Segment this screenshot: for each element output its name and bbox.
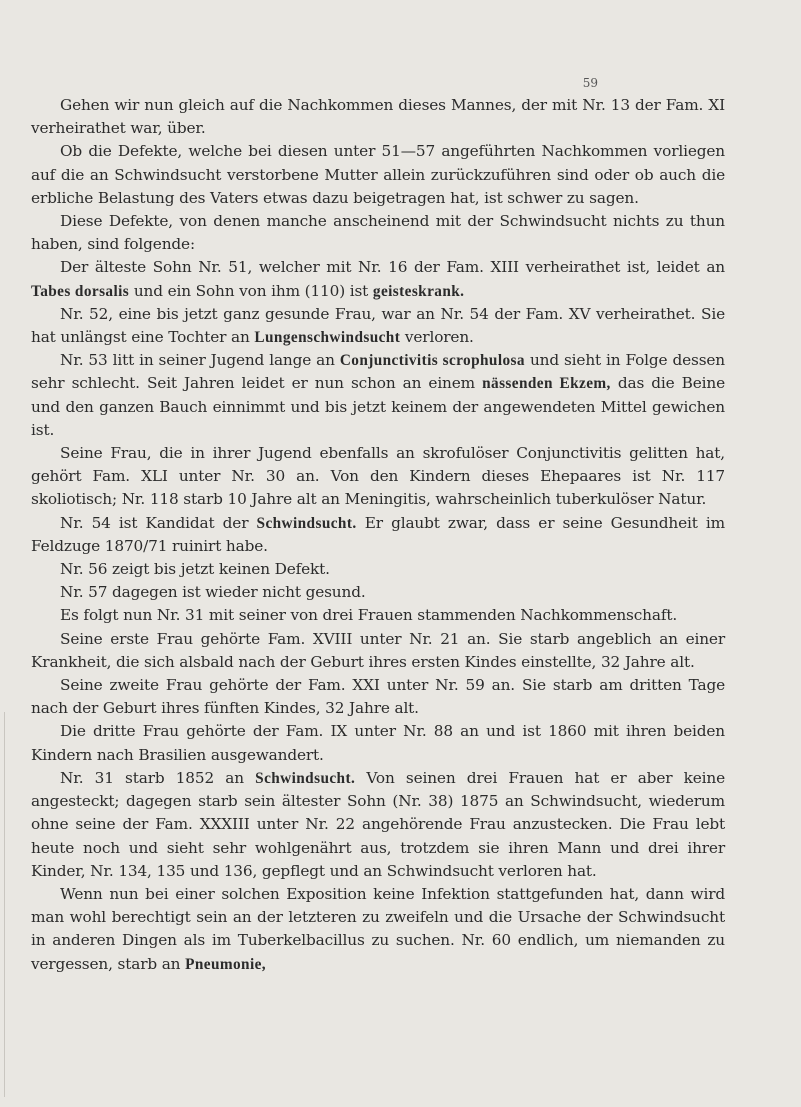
- emphasis-text: Pneumonie,: [185, 955, 267, 973]
- text-run: Seine zweite Frau gehörte der Fam. XXI unter Nr. 59 an. Sie starb am dritten Tage nach der Geburt ihres fünften Kindes, 32 Jahre alt.: [31, 676, 725, 718]
- text-run: Der älteste Sohn Nr. 51, welcher mit Nr. 16 der Fam. XIII verheirathet ist, leidet an: [60, 258, 725, 277]
- text-run: Er glaubt zwar, dass er seine Gesundheit im Feldzuge 1870/71 ruinirt habe.: [31, 513, 725, 555]
- paragraph: [31, 883, 725, 976]
- text-run: Es folgt nun Nr. 31 mit seiner von drei Frauen stammenden Nachkommenschaft.: [60, 606, 678, 625]
- text-run: Nr. 31 starb 1852 an: [60, 768, 256, 787]
- page-number: 59: [582, 76, 598, 90]
- paragraph: [31, 94, 725, 140]
- text-run: Von seinen drei Frauen hat er aber keine angesteckt; dagegen starb sein ältester Sohn (Nr. 38) 1875 an Schwindsucht, wiederum ohne seine der Fam. XXXIII unter Nr. 22 angehörende Frau anzustecken. Die Frau lebt heute noch und sieht sehr wohlgenährt aus, trotzdem sie ihren Mann und drei ihrer Kinder, Nr. 134, 135 und 136, gepflegt und an Schwindsucht verloren hat.: [31, 768, 725, 880]
- paragraph: [31, 674, 725, 720]
- body-text: [31, 94, 725, 976]
- paragraph: [31, 581, 725, 604]
- text-run: das die Beine und den ganzen Bauch einnimmt und bis jetzt keinem der angewendeten Mittel gewichen ist.: [31, 374, 726, 439]
- emphasis-text: Schwindsucht.: [256, 514, 357, 532]
- text-run: Gehen wir nun gleich auf die Nachkommen dieses Mannes, der mit Nr. 13 der Fam. XI verheirathet war, über.: [31, 96, 725, 138]
- text-run: Seine Frau, die in ihrer Jugend ebenfalls an skrofulöser Conjunctivitis gelitten hat, gehört Fam. XLI unter Nr. 30 an. Von den Kindern dieses Ehepaares ist Nr. 117 skoliotisch; Nr. 118 starb 10 Jahre alt an Meningitis, wahrscheinlich tuberkulöser Natur.: [31, 444, 725, 509]
- text-run: Nr. 56 zeigt bis jetzt keinen Defekt.: [60, 560, 330, 579]
- paragraph: [31, 140, 725, 210]
- paragraph: [31, 720, 725, 766]
- paragraph: [31, 442, 725, 512]
- paragraph: [31, 349, 725, 442]
- paragraph: [31, 604, 725, 627]
- text-run: Nr. 52, eine bis jetzt ganz gesunde Frau, war an Nr. 54 der Fam. XV verheirathet. Sie hat unlängst eine Tochter an: [31, 304, 725, 347]
- paragraph: [31, 767, 725, 883]
- paragraph: [31, 628, 725, 674]
- emphasis-text: Conjunctivitis scrophulosa: [339, 352, 525, 370]
- text-run: verloren.: [400, 328, 474, 347]
- emphasis-text: geisteskrank.: [372, 282, 465, 300]
- emphasis-text: Tabes dorsalis: [31, 282, 130, 300]
- text-run: Nr. 53 litt in seiner Jugend lange an: [60, 351, 340, 370]
- paragraph: [31, 558, 725, 581]
- text-run: Die dritte Frau gehörte der Fam. IX unter Nr. 88 an und ist 1860 mit ihren beiden Kindern nach Brasilien ausgewandert.: [31, 722, 725, 764]
- paragraph: [31, 256, 725, 302]
- emphasis-text: nässenden Ekzem,: [482, 375, 611, 393]
- emphasis-text: Lungenschwindsucht: [254, 329, 401, 347]
- text-run: und sieht in Folge dessen sehr schlecht. Seit Jahren leidet er nun schon an einem: [31, 351, 725, 393]
- text-run: Seine erste Frau gehörte Fam. XVIII unter Nr. 21 an. Sie starb angeblich an einer Krankheit, die sich alsbald nach der Geburt ihres ersten Kindes einstellte, 32 Jahre alt.: [31, 629, 725, 671]
- emphasis-text: Schwindsucht.: [255, 769, 356, 787]
- text-run: Nr. 54 ist Kandidat der: [60, 513, 257, 532]
- text-run: Ob die Defekte, welche bei diesen unter 51—57 angeführten Nachkommen vorliegen auf die an Schwindsucht verstorbene Mutter allein zurückzuführen sind oder ob auch die erbliche Belastung des Vaters etwas dazu beigetragen hat, ist schwer zu sagen.: [31, 142, 725, 207]
- paragraph: [31, 512, 725, 558]
- margin-line: [4, 712, 5, 1097]
- text-run: Diese Defekte, von denen manche anscheinend mit der Schwindsucht nichts zu thun haben, sind folgende:: [31, 212, 725, 254]
- paragraph: [31, 303, 725, 349]
- text-run: und ein Sohn von ihm (110) ist: [129, 281, 373, 300]
- paragraph: [31, 210, 725, 256]
- text-run: Nr. 57 dagegen ist wieder nicht gesund.: [60, 583, 366, 602]
- text-run: Wenn nun bei einer solchen Exposition keine Infektion stattgefunden hat, dann wird man wohl berechtigt sein an der letzteren zu zweifeln und die Ursache der Schwindsucht in anderen Dingen als im Tuberkelbacillus zu suchen. Nr. 60 endlich, um niemanden zu vergessen, starb an: [31, 884, 725, 973]
